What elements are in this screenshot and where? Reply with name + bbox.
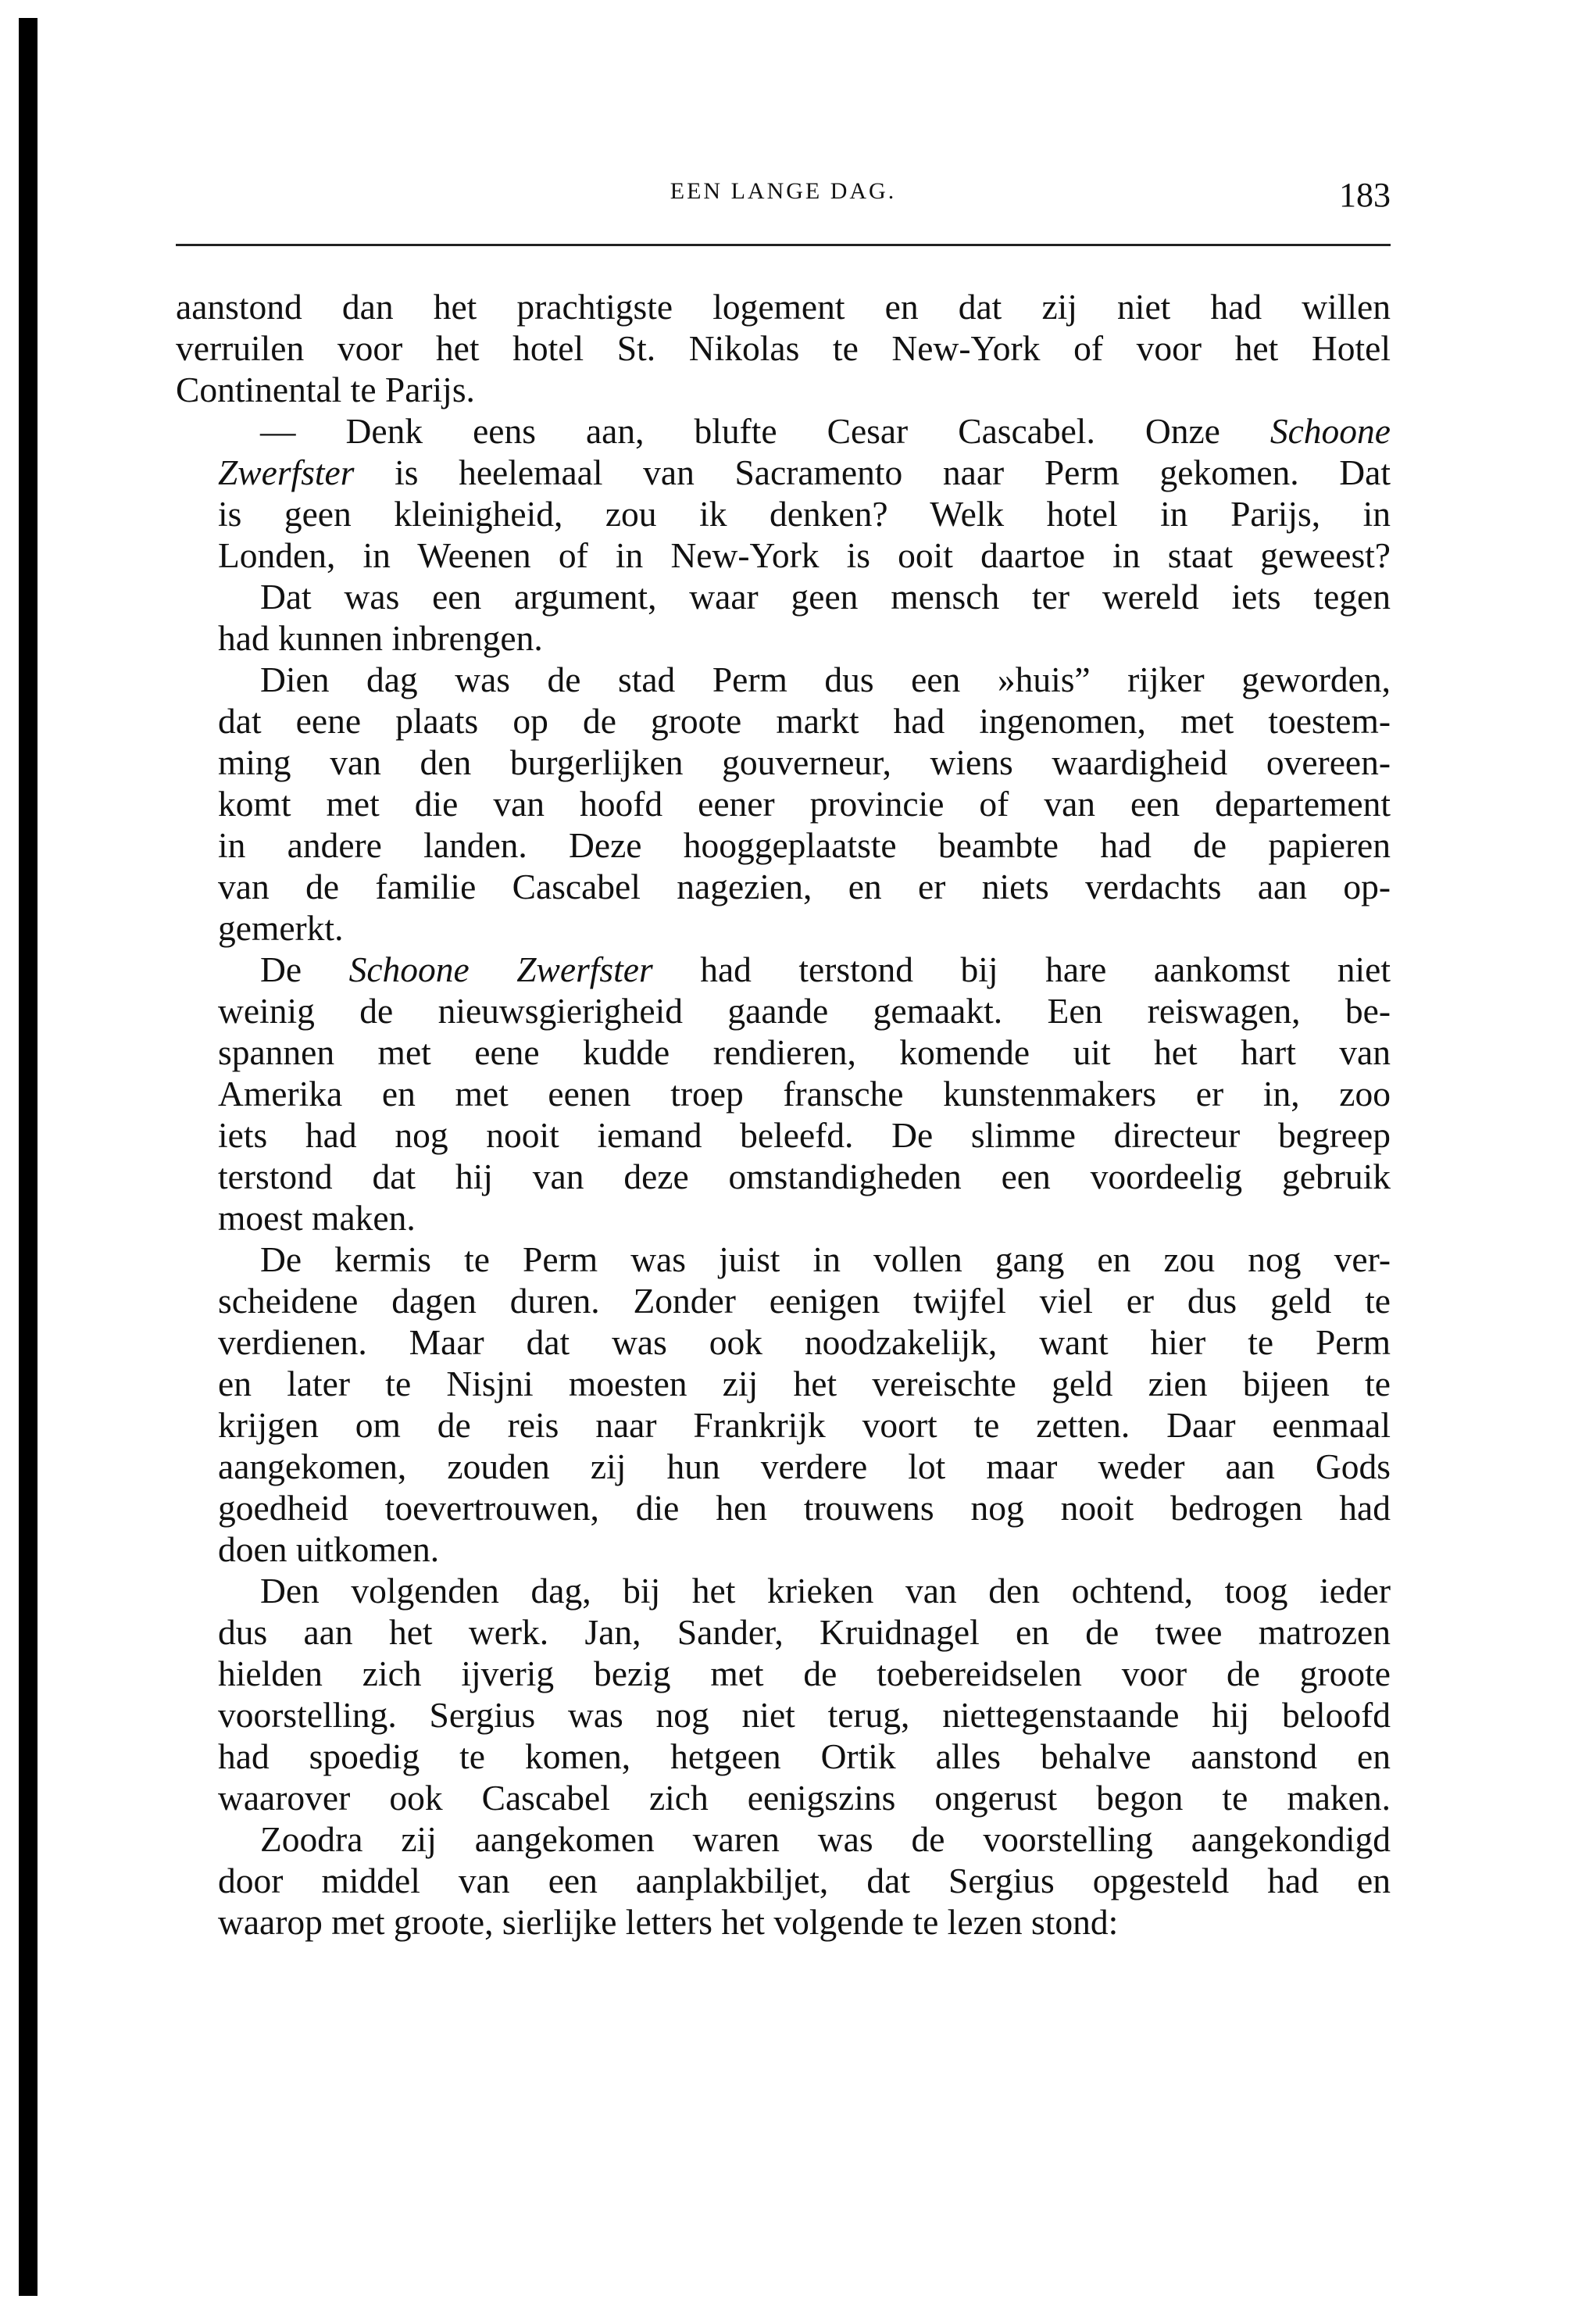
text-line: en later te Nisjni moesten zij het vereischte geld zien bijeen te [218,1364,1391,1403]
text-line: Amerika en met eenen troep fransche kunstenmakers er in, zoo [218,1074,1391,1114]
text-line: De kermis te Perm was juist in vollen gang en zou nog ver- [260,1239,1391,1279]
italic-title: Schoone [348,949,470,989]
text-line: hielden zich ijverig bezig met de toebereidselen voor de groote [218,1654,1391,1693]
text-line: in andere landen. Deze hooggeplaatste beambte had de papieren [218,825,1391,865]
italic-title: Zwerfster [516,949,653,989]
text-line: dus aan het werk. Jan, Sander, Kruidnagel en de twee matrozen [218,1612,1391,1652]
text-line: Dat was een argument, waar geen mensch ter wereld iets tegen [260,577,1391,617]
text-line: gemerkt. [218,908,344,948]
text-line: waarover ook Cascabel zich eenigszins ongerust begon te maken. [218,1778,1391,1818]
text-line: terstond dat hij van deze omstandigheden een voordeelig gebruik [218,1157,1391,1196]
text-line: komt met die van hoofd eener provincie of van een departement [218,784,1391,824]
text-line: had kunnen inbrengen. [218,618,543,658]
scan-spine-edge [19,18,37,2296]
text-line: doen uitkomen. [218,1529,440,1569]
paragraph [176,576,1391,659]
text-line: ming van den burgerlijken gouverneur, wiens waardigheid overeen- [218,742,1391,782]
text-line: weinig de nieuwsgierigheid gaande gemaakt. Een reiswagen, be- [218,991,1391,1031]
text-line: had spoedig te komen, hetgeen Ortik alles behalve aanstond en [218,1736,1391,1776]
text-line: Londen, in Weenen of in New-York is ooit daartoe in staat geweest? [218,535,1391,575]
text-line: spannen met eene kudde rendieren, komende uit het hart van [218,1032,1391,1072]
text-line: waarop met groote, sierlijke letters het volgende te lezen stond: [218,1902,1119,1942]
running-title: EEN LANGE DAG. [670,178,897,204]
running-head [176,178,1391,225]
text-line: Continental te Parijs. [176,370,475,409]
text-line: Den volgenden dag, bij het krieken van den ochtend, toog ieder [260,1571,1391,1611]
text-line: Dien dag was de stad Perm dus een »huis” rijker geworden, [260,660,1391,699]
text-line: door middel van een aanplakbiljet, dat Sergius opgesteld had en [218,1861,1391,1900]
text-line: goedheid toevertrouwen, die hen trouwens nog nooit bedrogen had [218,1488,1391,1528]
text-line: verruilen voor het hotel St. Nikolas te New-York of voor het Hotel [176,328,1391,368]
text-line: aangekomen, zouden zij hun verdere lot maar weder aan Gods [218,1446,1391,1486]
text-line: krijgen om de reis naar Frankrijk voort te zetten. Daar eenmaal [218,1405,1391,1445]
paragraph [176,1570,1391,1818]
italic-title: Zwerfster [218,452,355,492]
paragraph [176,1818,1391,1943]
text-line: van de familie Cascabel nagezien, en er niets verdachts aan op- [218,867,1391,906]
text-line: is geen kleinigheid, zou ik denken? Welk hotel in Parijs, in [218,494,1391,534]
text-line: voorstelling. Sergius was nog niet terug, niettegenstaande hij beloofd [218,1695,1391,1735]
text-line: moest maken. [218,1198,416,1238]
body-text [176,286,1391,1943]
text-line: De Schoone Zwerfster had terstond bij hare aankomst niet [260,949,1391,989]
italic-title: Schoone [1270,411,1391,451]
text-line: Zwerfster is heelemaal van Sacramento naar Perm gekomen. Dat [218,452,1391,492]
paragraph [176,949,1391,1239]
text-line: — Denk eens aan, blufte Cesar Cascabel. Onze Schoone [260,411,1391,451]
text-line: scheidene dagen duren. Zonder eenigen twijfel viel er dus geld te [218,1281,1391,1321]
text-line: Zoodra zij aangekomen waren was de voorstelling aangekondigd [260,1819,1391,1859]
text-line: aanstond dan het prachtigste logement en dat zij niet had willen [176,287,1391,327]
text-line: dat eene plaats op de groote markt had ingenomen, met toestem- [218,701,1391,741]
text-line: iets had nog nooit iemand beleefd. De slimme directeur begreep [218,1115,1391,1155]
page-number: 183 [1339,176,1391,214]
text-line: verdienen. Maar dat was ook noodzakelijk, want hier te Perm [218,1322,1391,1362]
header-rule [176,244,1391,246]
paragraph [176,410,1391,576]
paragraph [176,1239,1391,1570]
paragraph [176,286,1391,410]
paragraph [176,659,1391,949]
